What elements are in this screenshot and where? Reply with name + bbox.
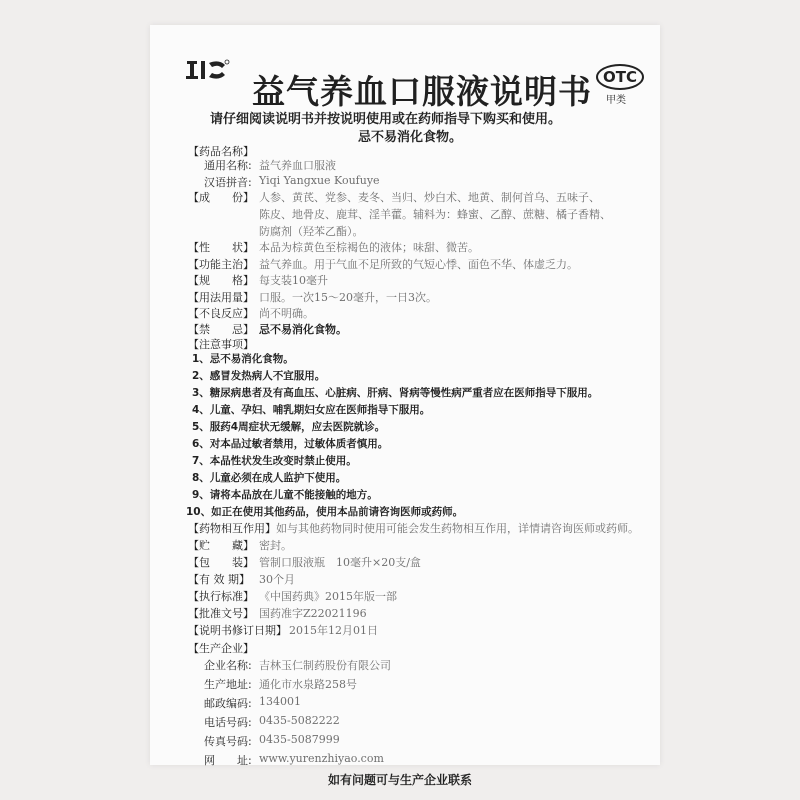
section-label-manufacturer: 【 生产企业 】 (188, 640, 254, 656)
ingredients-line: 防腐剂（羟苯乙酯）。 (259, 225, 364, 238)
manufacturer-value: www.yurenzhiyao.com (259, 752, 384, 765)
section-label-precautions: 【 注意事项 】 (188, 336, 254, 352)
precaution-item: 7、本品性状发生改变时禁止使用。 (192, 455, 357, 467)
approval-value: 国药准字Z22021196 (259, 607, 367, 620)
section-label-character: 【 性 状 】 (188, 239, 254, 255)
category-label: 甲类 (606, 95, 626, 106)
indications-value: 益气养血。用于气血不足所致的气短心悸、面色不华、体虚乏力。 (259, 258, 578, 271)
generic-name-value: 益气养血口服液 (259, 159, 336, 172)
precaution-item: 10、如正在使用其他药品，使用本品前请咨询医师或药师。 (186, 506, 464, 518)
manufacturer-value: 通化市水泉路258号 (259, 678, 357, 691)
otc-badge: OTC (596, 64, 644, 90)
subtitle-instruction: 请仔细阅读说明书并按说明使用或在药师指导下购买和使用。 (210, 112, 562, 127)
ingredients-line: 人参、黄芪、党参、麦冬、当归、炒白术、地黄、制何首乌、五味子、 (259, 191, 600, 204)
section-label-approval: 【 批准文号 】 (188, 605, 254, 621)
generic-name-label: 通用名称: (204, 159, 252, 172)
package-value: 管制口服液瓶 10毫升×20支/盒 (259, 556, 421, 569)
section-label-drug-name: 【 药品名称 】 (188, 143, 254, 159)
revision-date-value: 2015年12月01日 (289, 624, 378, 637)
adverse-value: 尚不明确。 (259, 307, 314, 320)
section-label-contraindication: 【 禁 忌 】 (188, 321, 254, 337)
subtitle-warning: 忌不易消化食物。 (358, 130, 463, 145)
precaution-item: 4、儿童、孕妇、哺乳期妇女应在医师指导下服用。 (192, 404, 431, 416)
section-label-revision-date: 【 说明书修订日期 】 (188, 622, 287, 638)
pinyin-value: Yiqi Yangxue Koufuye (259, 174, 380, 187)
section-label-interaction: 【 药物相互作用 】 (188, 520, 276, 536)
section-label-dosage: 【 用法用量 】 (188, 289, 254, 305)
storage-value: 密封。 (259, 539, 292, 552)
validity-value: 30个月 (259, 573, 295, 586)
pinyin-label: 汉语拼音: (204, 176, 252, 189)
section-label-storage: 【 贮 藏 】 (188, 537, 254, 553)
precaution-item: 1、忌不易消化食物。 (192, 353, 294, 365)
company-logo-icon (185, 58, 231, 82)
section-label-adverse: 【 不良反应 】 (188, 305, 254, 321)
section-label-spec: 【 规 格 】 (188, 272, 254, 288)
manufacturer-key: 传真号码: (204, 735, 252, 748)
precaution-item: 8、儿童必须在成人监护下使用。 (192, 472, 347, 484)
manufacturer-value: 134001 (259, 695, 301, 708)
manufacturer-value: 0435-5082222 (259, 714, 340, 727)
precaution-item: 6、对本品过敏者禁用，过敏体质者慎用。 (192, 438, 389, 450)
ingredients-line: 陈皮、地骨皮、鹿茸、淫羊藿。辅料为：蜂蜜、乙醇、蔗糖、橘子香精、 (259, 208, 611, 221)
section-label-package: 【 包 装 】 (188, 554, 254, 570)
section-label-ingredients: 【 成 份 】 (188, 189, 254, 205)
document-title: 益气养血口服液说明书 (252, 72, 592, 111)
standard-value: 《中国药典》2015年版一部 (259, 590, 397, 603)
interaction-value: 如与其他药物同时使用可能会发生药物相互作用，详情请咨询医师或药师。 (276, 522, 639, 535)
character-value: 本品为棕黄色至棕褐色的液体；味甜、微苦。 (259, 241, 479, 254)
section-label-indications: 【 功能主治 】 (188, 256, 254, 272)
precaution-item: 9、请将本品放在儿童不能接触的地方。 (192, 489, 378, 501)
manufacturer-value: 0435-5087999 (259, 733, 340, 746)
dosage-value: 口服。一次15～20毫升，一日3次。 (259, 291, 437, 304)
precaution-item: 3、糖尿病患者及有高血压、心脏病、肝病、肾病等慢性病严重者应在医师指导下服用。 (192, 387, 599, 399)
manufacturer-key: 企业名称: (204, 659, 252, 672)
section-label-standard: 【 执行标准 】 (188, 588, 254, 604)
contraindication-value: 忌不易消化食物。 (259, 323, 347, 336)
manufacturer-key: 网 址: (204, 754, 252, 767)
precaution-item: 5、服药4周症状无缓解，应去医院就诊。 (192, 421, 386, 433)
manufacturer-key: 电话号码: (204, 716, 252, 729)
precaution-item: 2、感冒发热病人不宜服用。 (192, 370, 326, 382)
manufacturer-value: 吉林玉仁制药股份有限公司 (259, 659, 391, 672)
section-label-validity: 【 有 效 期 】 (188, 571, 250, 587)
manufacturer-key: 生产地址: (204, 678, 252, 691)
footer-contact-note: 如有问题可与生产企业联系 (328, 773, 473, 787)
spec-value: 每支装10毫升 (259, 274, 328, 287)
manufacturer-key: 邮政编码: (204, 697, 252, 710)
